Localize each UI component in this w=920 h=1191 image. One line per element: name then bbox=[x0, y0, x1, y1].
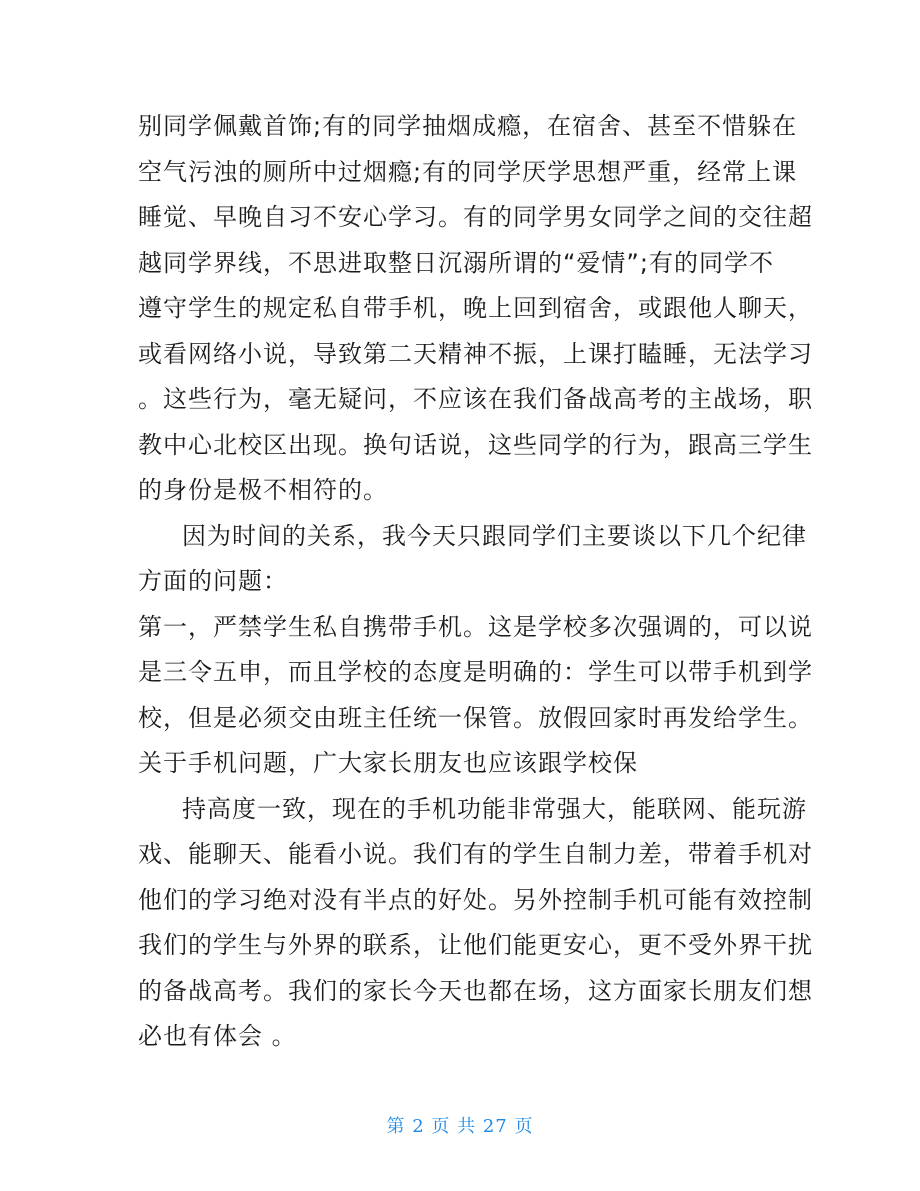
text-line: 别同学佩戴首饰;有的同学抽烟成瘾，在宿舍、甚至不惜躲在 bbox=[138, 112, 798, 140]
text-line: 他们的学习绝对没有半点的好处。另外控制手机可能有效控制 bbox=[138, 885, 813, 914]
text-line: 必也有体会 。 bbox=[138, 1022, 297, 1050]
text-line: 的身份是极不相符的。 bbox=[138, 476, 388, 504]
paragraph-first-line: 因为时间的关系，我今天只跟同学们主要谈以下几个纪律 bbox=[182, 521, 807, 550]
text-line: 睡觉、早晚自习不安心学习。有的同学男女同学之间的交往超 bbox=[138, 203, 813, 231]
paragraph-first-line: 持高度一致，现在的手机功能非常强大，能联网、能玩游 bbox=[182, 794, 807, 823]
text-line: 关于手机问题，广大家长朋友也应该跟学校保 bbox=[138, 749, 638, 777]
page-number-footer: 第 2 页 共 27 页 bbox=[386, 1116, 534, 1137]
text-line: 空气污浊的厕所中过烟瘾;有的同学厌学思想严重，经常上课 bbox=[138, 157, 798, 186]
text-line: 我们的学生与外界的联系，让他们能更安心，更不受外界干扰 bbox=[138, 931, 813, 959]
text-line: 的备战高考。我们的家长今天也都在场，这方面家长朋友们想 bbox=[138, 976, 813, 1005]
text-line: 教中心北校区出现。换句话说，这些同学的行为，跟高三学生 bbox=[138, 430, 813, 459]
text-line: 校，但是必须交由班主任统一保管。放假回家时再发给学生。 bbox=[138, 703, 813, 732]
text-line: 。这些行为，毫无疑问，不应该在我们备战高考的主战场，职 bbox=[138, 385, 813, 413]
text-line: 是三令五申，而且学校的态度是明确的：学生可以带手机到学 bbox=[138, 658, 813, 686]
text-line: 遵守学生的规定私自带手机，晚上回到宿舍，或跟他人聊天， bbox=[138, 294, 813, 322]
text-line: 越同学界线，不思进取整日沉溺所谓的“爱情”;有的同学不 bbox=[138, 248, 774, 277]
text-line: 或看网络小说，导致第二天精神不振，上课打瞌睡，无法学习 bbox=[138, 339, 813, 368]
paragraph-first-line: 第一，严禁学生私自携带手机。这是学校多次强调的，可以说 bbox=[138, 612, 813, 641]
text-line: 戏、能聊天、能看小说。我们有的学生自制力差，带着手机对 bbox=[138, 840, 813, 868]
text-line: 方面的问题： bbox=[138, 567, 288, 595]
document-body bbox=[138, 104, 813, 1060]
